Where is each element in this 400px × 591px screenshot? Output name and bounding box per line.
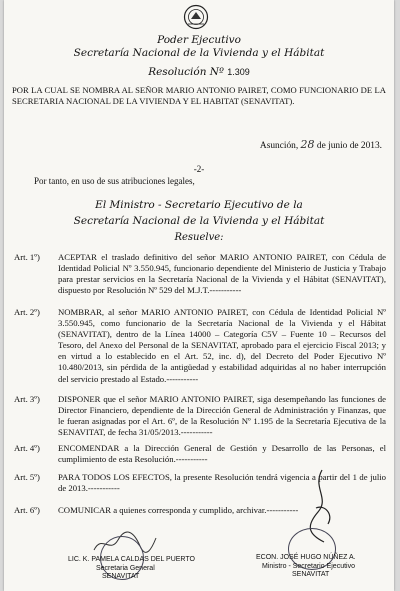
article-text: COMUNICAR a quienes corresponda y cumplido, archivar.-----------	[58, 505, 299, 515]
right-signer-title: Ministro - Secretario Ejecutivo	[262, 562, 355, 570]
por-tanto-line: Por tanto, en uso de sus atribuciones legales,	[34, 176, 195, 186]
date-suffix: de junio de 2013.	[316, 141, 382, 151]
article-4	[14, 443, 386, 465]
left-signer-title: Secretaria General	[96, 564, 155, 572]
document-page	[4, 0, 394, 591]
resolves-heading-line-3: Resuelve:	[174, 232, 224, 243]
left-signature-block	[68, 556, 195, 582]
article-label: Art. 3º)	[14, 394, 40, 404]
header-line-2: Secretaría Nacional de la Vivienda y el Hábitat	[73, 47, 325, 59]
national-seal-icon	[182, 4, 210, 30]
article-label: Art. 6º)	[14, 505, 40, 515]
left-signer-org: SENAVITAT	[102, 573, 140, 580]
article-1	[14, 252, 386, 296]
intro-paragraph: POR LA CUAL SE NOMBRA AL SEÑOR MARIO ANTONIO PAIRET, COMO FUNCIONARIO DE LA SECRETARIA NACIONAL DE LA VIVIENDA Y EL HABITAT (SENAVITAT).	[12, 85, 386, 107]
resolution-label: Resolución Nº	[148, 66, 224, 78]
right-signature-block	[256, 554, 356, 580]
page-number: -2-	[193, 164, 205, 174]
date-prefix: Asunción,	[259, 141, 299, 151]
article-text: ENCOMENDAR a la Dirección General de Gestión y Desarrollo de las Personas, el cumplimiento de esta Resolución.-----------	[58, 443, 386, 465]
resolution-number: 1.309	[227, 67, 250, 77]
article-text: NOMBRAR, al señor MARIO ANTONIO PAIRET, con Cédula de Identidad Policial Nº 3.550.945, como funcionario de la Secretaría Nacional de la Vivienda y el Hábitat (SENAVITAT), dentro de la Línea 14000 – Categoría C5V – Fuente 10 – Recursos del Tesoro, del Anexo del Personal de la SENAVITAT, aprobado para el ejercicio Fiscal 2013; y en virtud a lo establecido en el Art. 52, inc. d), del Decreto del Poder Ejecutivo Nº 10.480/2013, sin pérdida de la antigüedad y estabilidad adquiridas al no haber interrupción del servicio prestado al Estado.-----------	[58, 307, 386, 384]
article-label: Art. 4º)	[14, 443, 40, 453]
article-text: PARA TODOS LOS EFECTOS, la presente Resolución tendrá vigencia a partir del 1 de julio de 2013.-----------	[58, 472, 386, 494]
header-line-1: Poder Ejecutivo	[157, 34, 241, 46]
document-date	[260, 138, 382, 151]
date-day: 28	[300, 138, 315, 151]
article-label: Art. 2º)	[14, 307, 40, 317]
article-3	[14, 394, 386, 438]
resolves-heading-line-2: Secretaría Nacional de la Vivienda y el Hábitat	[73, 215, 325, 227]
left-signer-name: LIC. K. PAMELA CALDAS DEL PUERTO	[68, 556, 195, 563]
header-line-3	[4, 66, 394, 78]
resolves-heading-line-1: El Ministro - Secretario Ejecutivo de la	[95, 199, 303, 211]
article-label: Art. 5º)	[14, 472, 40, 482]
article-label: Art. 1º)	[14, 252, 40, 262]
article-text: DISPONER que el señor MARIO ANTONIO PAIRET, siga desempeñando las funciones de Director Financiero, dependiente de la Dirección General de Administración y Finanzas, que le fueran asignadas por el Art. 6º, de la Resolución Nº 1.195 de la Secretaría Ejecutiva de la SENAVITAT, de fecha 31/05/2013.-----------	[58, 394, 386, 438]
right-signer-org: SENAVITAT	[292, 571, 330, 578]
right-signer-name: ECON. JOSÉ HUGO NÚÑEZ A.	[256, 554, 356, 561]
article-text: ACEPTAR el traslado definitivo del señor MARIO ANTONIO PAIRET, con Cédula de Identidad Policial Nº 3.550.945, funcionario dependiente del Ministerio de Justicia y Trabajo para prestar servicios en la Secretaría Nacional de la Vivienda y el Hábitat (SENAVITAT), dispuesto por Resolución Nº 529 del M.J.T.-----------	[58, 252, 386, 296]
article-2	[14, 307, 386, 385]
